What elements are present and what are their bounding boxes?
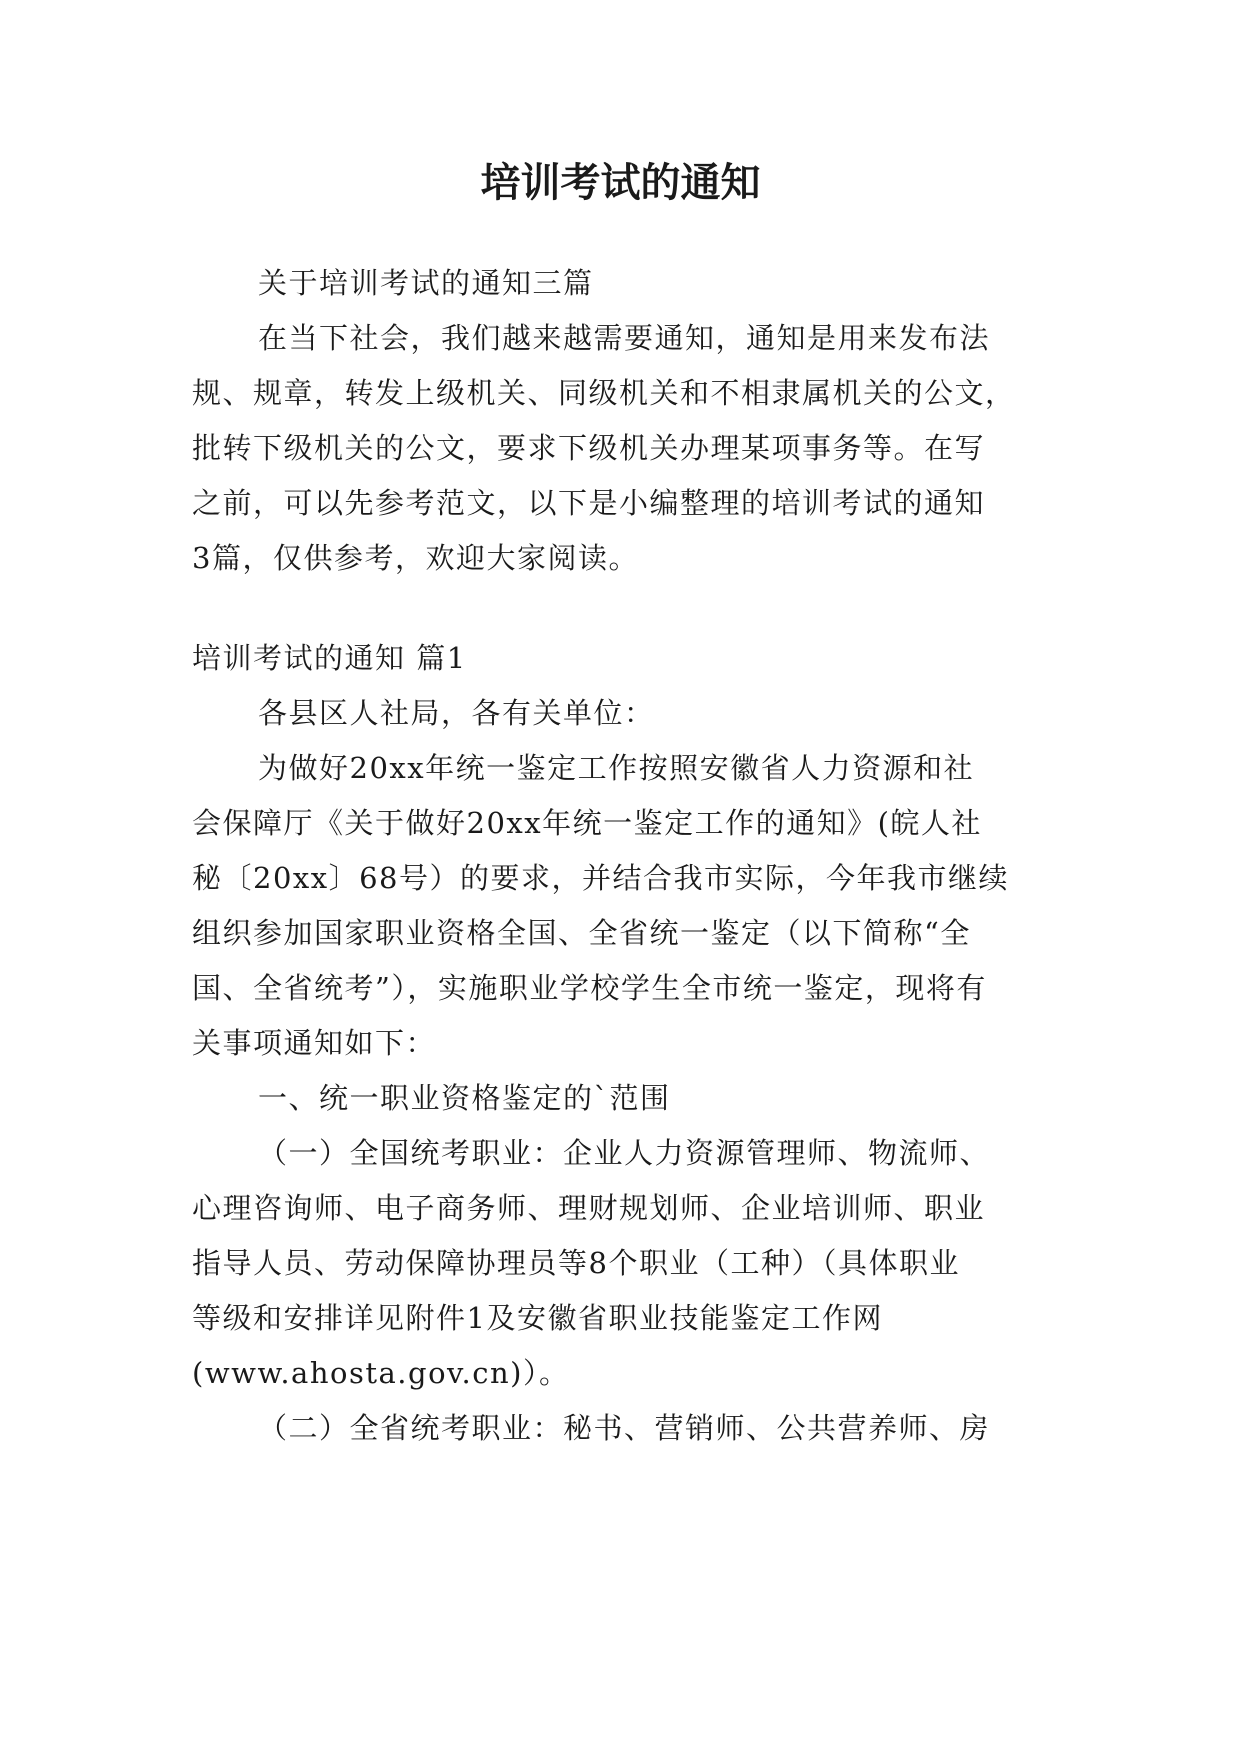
body-line-5: 国、全省统考”），实施职业学校学生全市统一鉴定，现将有 bbox=[192, 971, 987, 1005]
body-line-1: 为做好20xx年统一鉴定工作按照安徽省人力资源和社 bbox=[258, 751, 975, 785]
item-heading-1: 一、统一职业资格鉴定的`范围 bbox=[258, 1081, 671, 1115]
intro-line-1: 在当下社会，我们越来越需要通知，通知是用来发布法 bbox=[258, 321, 991, 355]
item-line-1: （一）全国统考职业：企业人力资源管理师、物流师、 bbox=[258, 1136, 991, 1170]
salutation-line: 各县区人社局，各有关单位： bbox=[258, 696, 655, 730]
body-line-6: 关事项通知如下： bbox=[192, 1026, 437, 1060]
item-line-5: (www.ahosta.gov.cn)）。 bbox=[192, 1356, 570, 1390]
body-line-2: 会保障厅《关于做好20xx年统一鉴定工作的通知》(皖人社 bbox=[192, 806, 982, 840]
intro-line-4: 之前，可以先参考范文，以下是小编整理的培训考试的通知 bbox=[192, 486, 986, 520]
item-line-3: 指导人员、劳动保障协理员等8个职业（工种）（具体职业 bbox=[192, 1246, 960, 1280]
item-line-4: 等级和安排详见附件1及安徽省职业技能鉴定工作网 bbox=[192, 1301, 883, 1335]
subtitle-line: 关于培训考试的通知三篇 bbox=[258, 266, 594, 300]
section-heading: 培训考试的通知 篇1 bbox=[192, 641, 467, 675]
item-line-6: （二）全省统考职业：秘书、营销师、公共营养师、房 bbox=[258, 1411, 991, 1445]
item-line-2: 心理咨询师、电子商务师、理财规划师、企业培训师、职业 bbox=[192, 1191, 986, 1225]
body-line-4: 组织参加国家职业资格全国、全省统一鉴定（以下简称“全 bbox=[192, 916, 971, 950]
body-line-3: 秘〔20xx〕68号）的要求，并结合我市实际，今年我市继续 bbox=[192, 861, 1010, 895]
intro-line-3: 批转下级机关的公文，要求下级机关办理某项事务等。在写 bbox=[192, 431, 986, 465]
intro-line-5: 3篇，仅供参考，欢迎大家阅读。 bbox=[192, 541, 639, 575]
intro-line-2: 规、规章，转发上级机关、同级机关和不相隶属机关的公文， bbox=[192, 376, 1016, 410]
document-title: 培训考试的通知 bbox=[480, 160, 761, 206]
